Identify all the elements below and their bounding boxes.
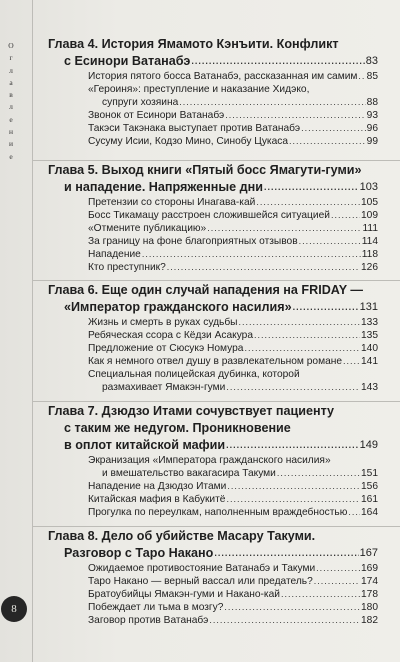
leader-dots [142,248,361,261]
toc-entry[interactable] [48,493,378,506]
toc-entry-text: Специальная полицейская дубинка, которой [88,369,300,380]
chapter-divider [33,160,400,161]
chapter-title-line[interactable] [48,437,378,454]
entry-page-number: 111 [362,223,378,234]
leader-dots [281,588,360,601]
toc-entry[interactable] [48,342,378,355]
side-title-letter: е [9,151,13,161]
chapter-page-number: 131 [359,301,378,313]
leader-dots [314,575,360,588]
side-title-letter: О [8,41,14,50]
margin-rule [32,0,33,662]
entry-page-number: 118 [361,249,378,260]
entry-page-number: 151 [361,468,378,479]
leader-dots [256,196,360,209]
entry-page-number: 180 [361,602,378,613]
chapter-title-line[interactable] [48,162,378,179]
chapter-title-line[interactable] [48,179,378,196]
leader-dots [238,316,360,329]
chapter-title-text: в оплот китайской мафии [64,438,226,452]
chapter-title-line[interactable] [48,36,378,53]
toc-entry-text: супруги хозяина [102,97,179,108]
leader-dots [289,135,366,148]
toc-entry-text: За границу на фоне благоприятных отзывов [88,236,298,247]
leader-dots [348,506,360,519]
toc-entry-text: Кто преступник? [88,262,166,273]
leader-dots [264,179,359,196]
chapter-title-line[interactable] [48,420,378,437]
toc-entry-text: размахивает Ямакэн-гуми [102,382,226,393]
side-title-letter: г [9,53,13,63]
toc-entry-text: Нападение на Дзюдзо Итами [88,481,227,492]
entry-page-number: 174 [361,576,378,587]
chapter-title-text: с таким же недугом. Проникновение [64,421,291,435]
entry-page-number: 105 [361,197,378,208]
toc-entry[interactable] [48,122,378,135]
entry-page-number: 135 [361,330,378,341]
entry-page-number: 140 [361,343,378,354]
chapter-title-text: Глава 7. Дзюдзо Итами сочувствует пациенту [48,404,335,418]
chapter-title-text: «Император гражданского насилия» [64,300,292,314]
toc-entry-text: Братоубийцы Ямакэн-гуми и Накано-кай [88,589,280,600]
toc-entry[interactable] [48,562,378,575]
chapter-block [48,36,378,148]
chapter-title-line[interactable] [48,299,378,316]
chapter-page-number: 167 [359,547,378,559]
page-number: 8 [1,596,27,622]
leader-dots [224,601,360,614]
entry-page-number: 93 [366,110,378,121]
toc-entry-text: Ребяческая ссора с Кёдзи Асакура [88,330,254,341]
toc-entry-text: Жизнь и смерть в руках судьбы [88,317,238,328]
leader-dots [207,222,361,235]
toc-entry-text: Сусуму Исии, Кодзо Мино, Синобу Цукаса [88,136,289,147]
leader-dots [293,299,359,316]
toc-entry-text: Предложение от Сюсукэ Номура [88,343,244,354]
chapter-divider [33,401,400,402]
side-title-letter: л [9,65,13,75]
leader-dots [226,493,360,506]
toc-entry[interactable] [48,222,378,235]
toc-entry[interactable] [48,316,378,329]
toc-entry[interactable] [48,209,378,222]
leader-dots [331,209,360,222]
toc-entry-text: «Отмените публикацию» [88,223,207,234]
chapter-page-number: 149 [359,439,378,451]
entry-page-number: 164 [361,507,378,518]
toc-entry-text: Экранизация «Императора гражданского насилия» [88,455,331,466]
toc-entry[interactable] [48,381,378,394]
leader-dots [191,53,364,70]
chapter-title-text: с Есинори Ватанабэ [64,54,191,68]
entry-page-number: 169 [361,563,378,574]
toc-entry-text: Звонок от Есинори Ватанабэ [88,110,225,121]
toc-entry-text: Таро Накано — верный вассал или предатель? [88,576,313,587]
toc-entry[interactable] [48,96,378,109]
entry-page-number: 156 [361,481,378,492]
toc-entry[interactable] [48,355,378,368]
toc-entry[interactable] [48,601,378,614]
leader-dots [277,467,360,480]
chapter-title-text: Глава 8. Дело об убийстве Масару Такуми. [48,529,316,543]
leader-dots [301,122,366,135]
entry-page-number: 109 [361,210,378,221]
entry-page-number: 114 [361,236,378,247]
toc-entry-text: Такэси Такэнака выступает против Ватанабэ [88,123,301,134]
toc-entry[interactable] [48,614,378,627]
side-title-letter: н [8,127,13,137]
chapter-block [48,403,378,519]
toc-entry[interactable] [48,454,378,467]
leader-dots [358,70,365,83]
toc-entry-text: Заговор против Ватанабэ [88,615,209,626]
chapter-title-line[interactable] [48,53,378,70]
toc-entry-text: Претензии со стороны Инагава-кай [88,197,256,208]
leader-dots [227,480,360,493]
entry-page-number: 99 [366,136,378,147]
toc-entry-text: Прогулка по переулкам, наполненным враждебностью [88,507,348,518]
toc-entry-text: Нападение [88,249,141,260]
chapter-title-line[interactable] [48,545,378,562]
toc-entry[interactable] [48,480,378,493]
vertical-section-title [6,40,16,163]
entry-page-number: 85 [366,71,378,82]
leader-dots [244,342,360,355]
chapter-title-line[interactable] [48,528,378,545]
leader-dots [225,109,365,122]
toc-entry[interactable] [48,368,378,381]
chapter-title-text: и нападение. Напряженные дни [64,180,263,194]
toc-entry-text: Ожидаемое противостояние Ватанабэ и Такуми [88,563,316,574]
leader-dots [226,381,360,394]
entry-page-number: 143 [361,382,378,393]
entry-page-number: 161 [361,494,378,505]
chapter-divider [33,526,400,527]
side-title-letter: а [9,77,13,87]
chapter-title-text: Разговор с Таро Накано [64,546,214,560]
toc-entry[interactable] [48,135,378,148]
chapter-block [48,528,378,627]
chapter-block [48,162,378,274]
toc-entry-text: История пятого босса Ватанабэ, рассказанная им самим [88,71,358,82]
chapter-page-number: 83 [365,55,378,67]
leader-dots [226,437,359,454]
side-title-letter: и [8,139,13,149]
entry-page-number: 88 [366,97,378,108]
chapter-title-text: Глава 6. Еще один случай нападения на FRIDAY — [48,283,364,297]
toc-entry[interactable] [48,506,378,519]
side-title-letter: в [9,90,13,100]
toc-entry-text: и вмешательство вакагасира Такуми [102,468,276,479]
toc-entry[interactable] [48,575,378,588]
leader-dots [343,355,360,368]
chapter-title-text: Глава 4. История Ямамото Кэнъити. Конфликт [48,37,339,51]
toc-entry-text: Как я немного отвел душу в развлекательном романе [88,356,343,367]
toc-entry-text: Китайская мафия в Кабукитё [88,494,226,505]
entry-page-number: 133 [361,317,378,328]
entry-page-number: 141 [361,356,378,367]
leader-dots [167,261,360,274]
chapter-page-number: 103 [359,181,378,193]
entry-page-number: 178 [361,589,378,600]
chapter-title-line[interactable] [48,282,378,299]
entry-page-number: 126 [361,262,378,273]
toc-entry-text: «Героиня»: преступление и наказание Хидэко, [88,84,310,95]
toc-entry[interactable] [48,467,378,480]
toc-entry[interactable] [48,248,378,261]
leader-dots [214,545,358,562]
chapter-divider [33,280,400,281]
chapter-title-line[interactable] [48,403,378,420]
entry-page-number: 96 [366,123,378,134]
toc-entry[interactable] [48,196,378,209]
toc-entry-text: Побеждает ли тьма в мозгу? [88,602,224,613]
leader-dots [209,614,360,627]
chapter-block [48,282,378,394]
toc-entry-text: Босс Тикамацу расстроен сложившейся ситуацией [88,210,330,221]
toc-entry[interactable] [48,329,378,342]
side-title-letter: е [9,114,13,124]
toc-entry[interactable] [48,109,378,122]
chapter-title-text: Глава 5. Выход книги «Пятый босс Ямагути-гуми» [48,163,362,177]
toc-entry[interactable] [48,83,378,96]
toc-entry[interactable] [48,235,378,248]
leader-dots [179,96,365,109]
leader-dots [299,235,361,248]
leader-dots [254,329,360,342]
toc-entry[interactable] [48,70,378,83]
toc-entry[interactable] [48,261,378,274]
toc-entry[interactable] [48,588,378,601]
side-title-letter: л [9,102,13,112]
entry-page-number: 182 [361,615,378,626]
leader-dots [316,562,360,575]
